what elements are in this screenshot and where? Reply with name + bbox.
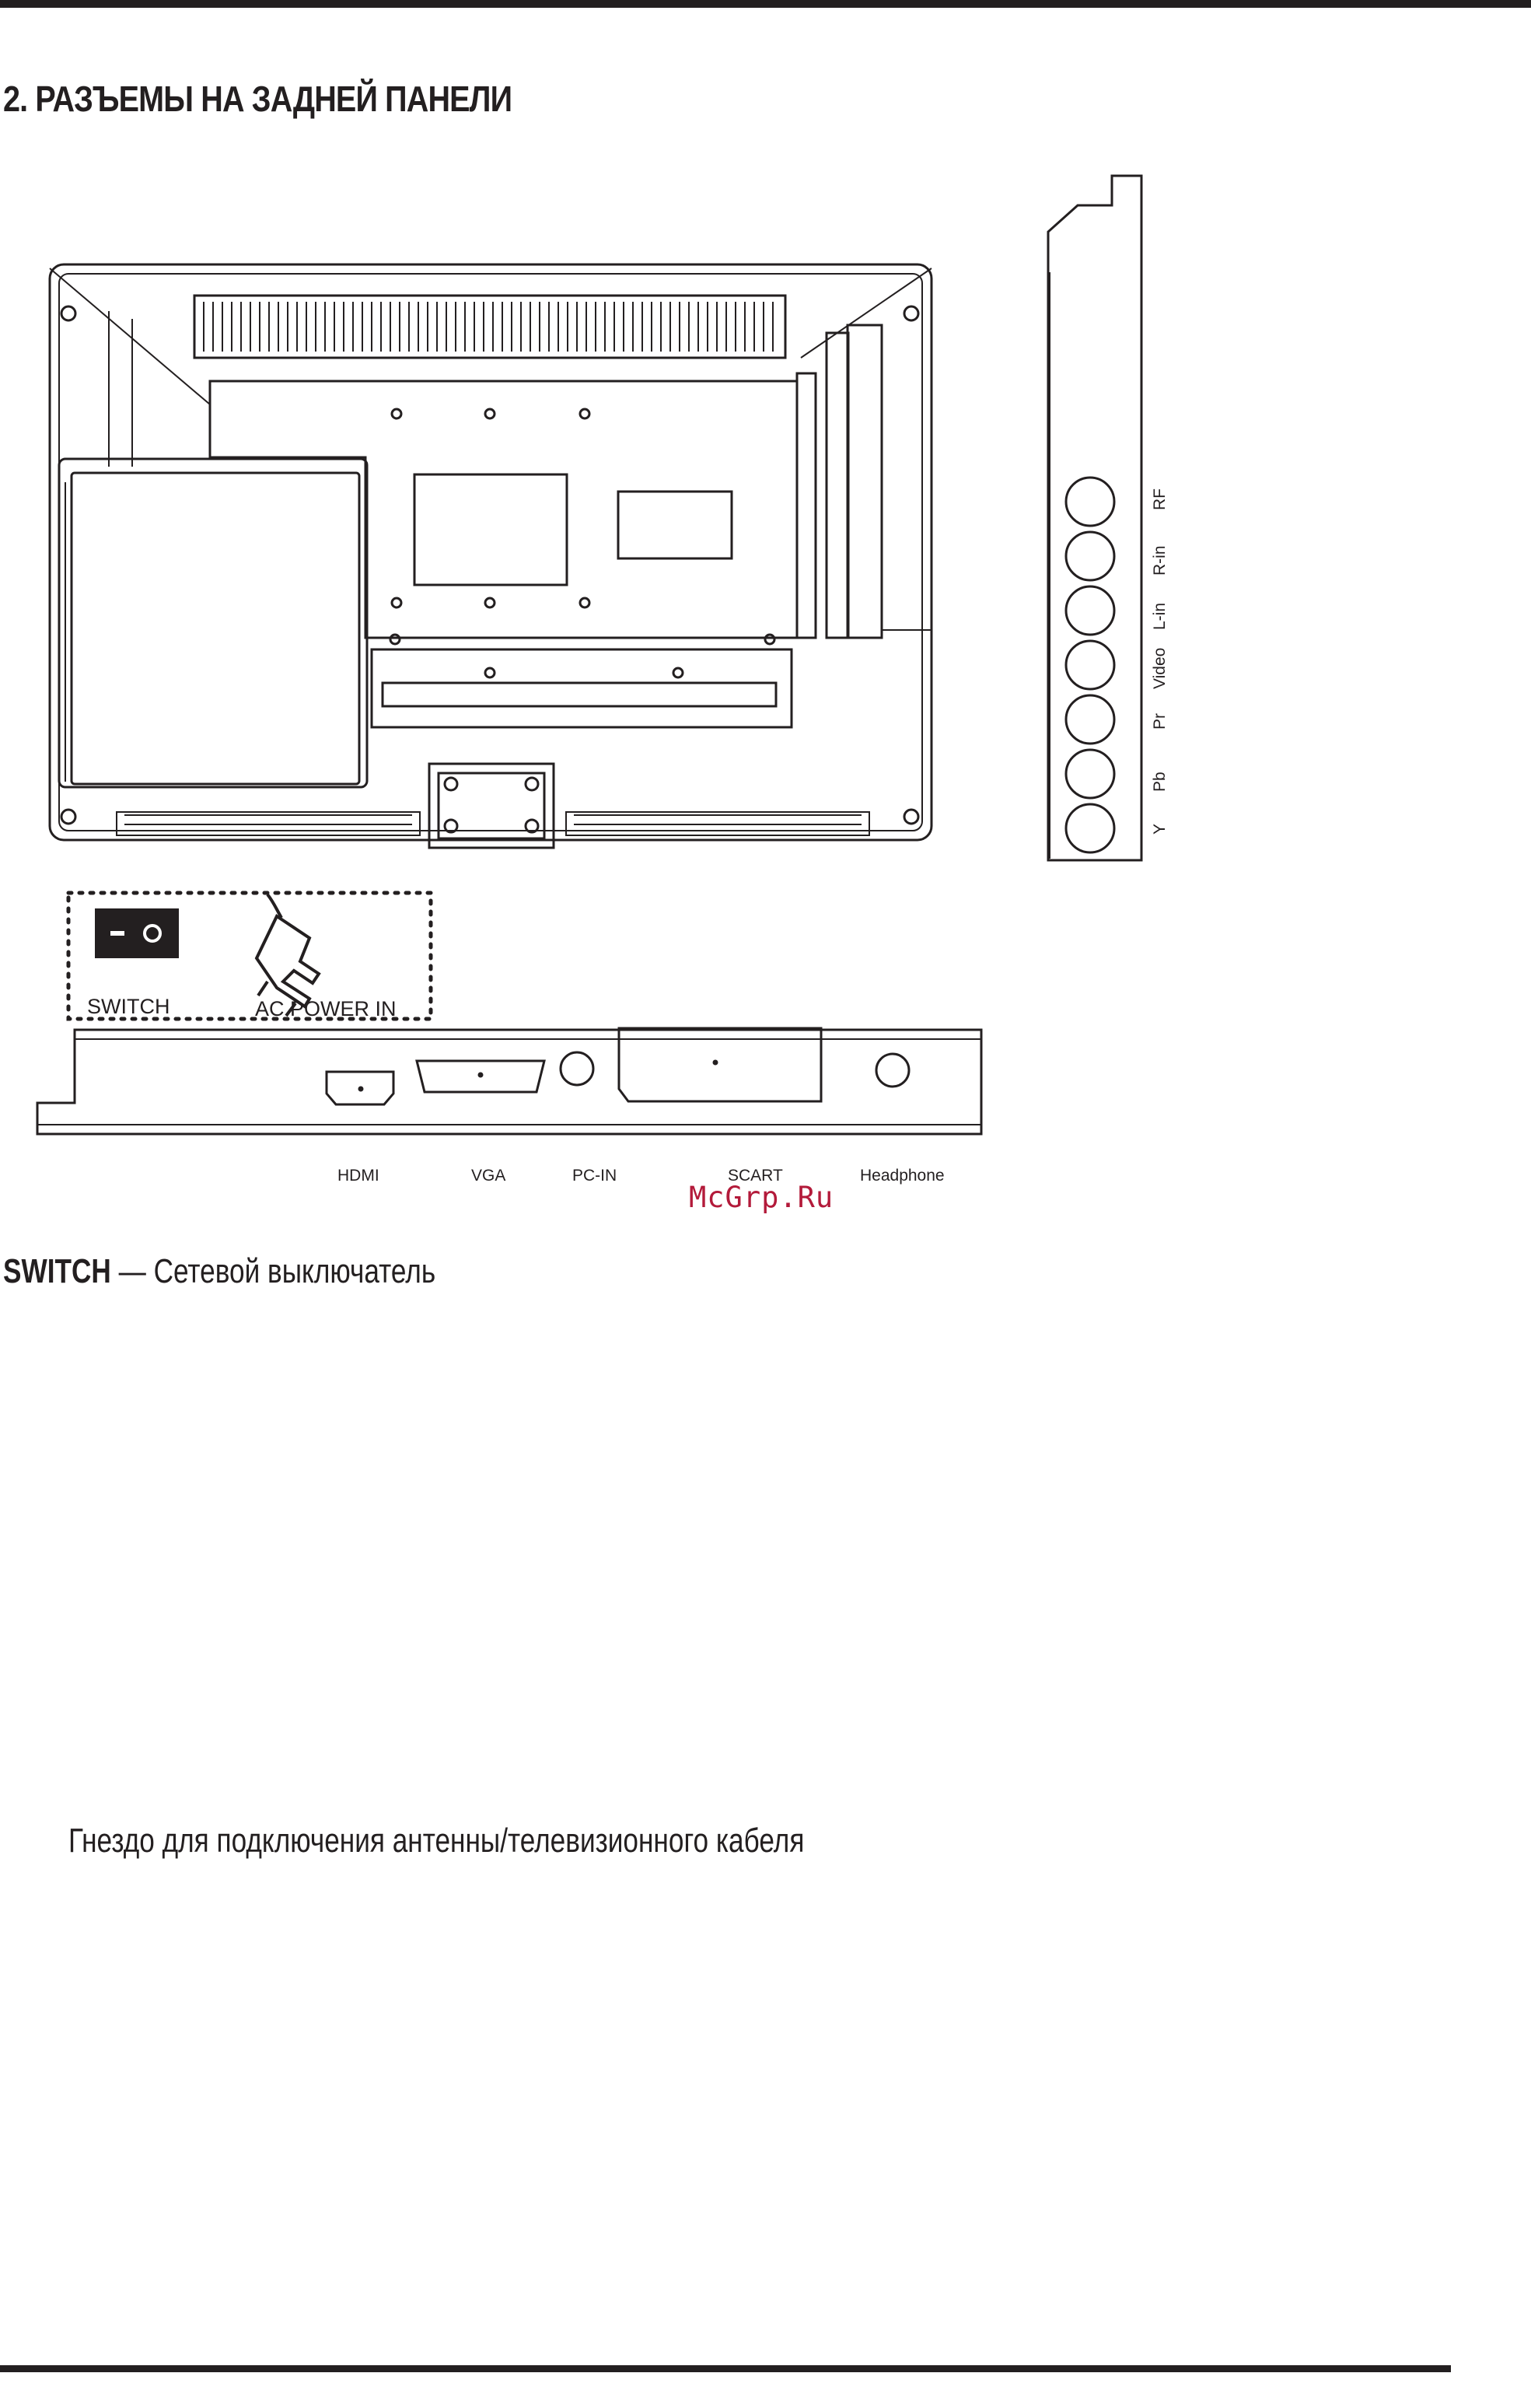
port-pr xyxy=(1066,695,1114,744)
port-video xyxy=(1066,641,1114,689)
label-pc-in: PC-IN xyxy=(572,1167,617,1185)
label-r-in: R-in xyxy=(1151,545,1169,576)
port-y xyxy=(1066,804,1114,852)
desc-antenna xyxy=(68,1822,804,1860)
label-vga: VGA xyxy=(471,1167,506,1185)
ac-power-label: AC POWER IN xyxy=(255,997,397,1020)
label-pr: Pr xyxy=(1151,713,1169,730)
section-title: 2. РАЗЪЕМЫ НА ЗАДНЕЙ ПАНЕЛИ xyxy=(3,79,512,119)
label-hdmi: HDMI xyxy=(337,1167,379,1185)
port-pb xyxy=(1066,750,1114,798)
tv-back-outline xyxy=(50,264,932,840)
desc-switch-text: — Сетевой выключатель xyxy=(110,1252,436,1290)
port-r-in xyxy=(1066,532,1114,580)
chassis-plate xyxy=(210,325,932,644)
label-l-in: L-in xyxy=(1151,602,1169,630)
label-rf: RF xyxy=(1151,488,1169,510)
stand-mount xyxy=(429,764,554,848)
switch-icon xyxy=(95,908,179,958)
headphone-port xyxy=(876,1054,909,1087)
label-y: Y xyxy=(1151,823,1169,835)
side-panel xyxy=(1048,176,1141,860)
label-pb: Pb xyxy=(1151,772,1169,792)
label-headphone: Headphone xyxy=(860,1167,945,1185)
label-scart: SCART xyxy=(728,1167,783,1185)
desc-switch-term: SWITCH xyxy=(3,1252,111,1290)
port-l-in xyxy=(1066,586,1114,635)
bottom-rule xyxy=(0,2365,1451,2372)
power-board xyxy=(59,459,367,787)
desc-antenna-text: Гнездо для подключения антенны/телевизионного кабеля xyxy=(68,1822,805,1860)
switch-label: SWITCH xyxy=(87,995,170,1018)
pc-in-port xyxy=(561,1052,593,1085)
watermark: McGrp.Ru xyxy=(689,1181,834,1214)
bottom-vents xyxy=(117,812,869,835)
port-rf xyxy=(1066,478,1114,526)
lower-board xyxy=(372,649,792,727)
bottom-connector-strip xyxy=(37,1028,981,1134)
desc-switch xyxy=(3,1252,435,1291)
label-video: Video xyxy=(1151,647,1169,689)
